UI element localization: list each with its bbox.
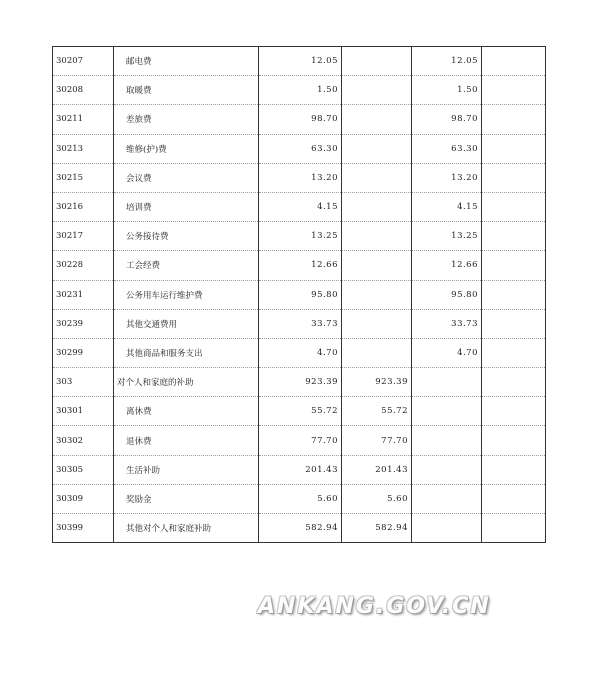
name-cell: 差旅费	[114, 105, 259, 134]
project-cell	[412, 484, 482, 513]
other-cell	[482, 397, 546, 426]
basic-cell	[342, 134, 412, 163]
table-row	[53, 368, 546, 397]
watermark: ANKANG.GOV.CN	[258, 594, 491, 619]
other-cell	[482, 163, 546, 192]
total-cell: 12.05	[259, 47, 342, 76]
other-cell	[482, 134, 546, 163]
project-cell: 12.05	[412, 47, 482, 76]
code-cell: 303	[53, 368, 114, 397]
code-cell: 30299	[53, 338, 114, 367]
project-cell	[412, 426, 482, 455]
project-cell: 4.70	[412, 338, 482, 367]
total-cell: 1.50	[259, 76, 342, 105]
code-cell: 30305	[53, 455, 114, 484]
project-cell: 4.15	[412, 192, 482, 221]
other-cell	[482, 251, 546, 280]
code-cell: 30301	[53, 397, 114, 426]
table-row	[53, 484, 546, 513]
other-cell	[482, 368, 546, 397]
total-cell: 95.80	[259, 280, 342, 309]
other-cell	[482, 514, 546, 543]
basic-cell: 923.39	[342, 368, 412, 397]
basic-cell	[342, 105, 412, 134]
code-cell: 30399	[53, 514, 114, 543]
project-cell: 95.80	[412, 280, 482, 309]
code-cell: 30228	[53, 251, 114, 280]
budget-table	[52, 46, 546, 543]
code-cell: 30216	[53, 192, 114, 221]
basic-cell: 77.70	[342, 426, 412, 455]
project-cell	[412, 368, 482, 397]
table-row	[53, 251, 546, 280]
name-cell: 工会经费	[114, 251, 259, 280]
code-cell: 30215	[53, 163, 114, 192]
basic-cell	[342, 251, 412, 280]
code-cell: 30213	[53, 134, 114, 163]
name-cell: 公务用车运行维护费	[114, 280, 259, 309]
total-cell: 98.70	[259, 105, 342, 134]
other-cell	[482, 455, 546, 484]
name-cell: 对个人和家庭的补助	[114, 368, 259, 397]
table-row	[53, 309, 546, 338]
name-cell: 其他商品和服务支出	[114, 338, 259, 367]
basic-cell	[342, 192, 412, 221]
other-cell	[482, 309, 546, 338]
code-cell: 30217	[53, 222, 114, 251]
other-cell	[482, 338, 546, 367]
code-cell: 30309	[53, 484, 114, 513]
project-cell	[412, 514, 482, 543]
total-cell: 63.30	[259, 134, 342, 163]
other-cell	[482, 222, 546, 251]
basic-cell: 5.60	[342, 484, 412, 513]
basic-cell	[342, 309, 412, 338]
total-cell: 923.39	[259, 368, 342, 397]
basic-cell: 201.43	[342, 455, 412, 484]
table-row	[53, 105, 546, 134]
total-cell: 55.72	[259, 397, 342, 426]
name-cell: 奖励金	[114, 484, 259, 513]
table-row	[53, 222, 546, 251]
name-cell: 培训费	[114, 192, 259, 221]
basic-cell	[342, 47, 412, 76]
basic-cell: 55.72	[342, 397, 412, 426]
code-cell: 30211	[53, 105, 114, 134]
total-cell: 201.43	[259, 455, 342, 484]
total-cell: 13.25	[259, 222, 342, 251]
other-cell	[482, 192, 546, 221]
code-cell: 30207	[53, 47, 114, 76]
project-cell	[412, 455, 482, 484]
basic-cell	[342, 222, 412, 251]
name-cell: 邮电费	[114, 47, 259, 76]
other-cell	[482, 47, 546, 76]
total-cell: 77.70	[259, 426, 342, 455]
name-cell: 离休费	[114, 397, 259, 426]
code-cell: 30208	[53, 76, 114, 105]
project-cell: 13.20	[412, 163, 482, 192]
name-cell: 生活补助	[114, 455, 259, 484]
table-row	[53, 192, 546, 221]
project-cell: 33.73	[412, 309, 482, 338]
name-cell: 其他交通费用	[114, 309, 259, 338]
code-cell: 30302	[53, 426, 114, 455]
other-cell	[482, 280, 546, 309]
total-cell: 13.20	[259, 163, 342, 192]
table-row	[53, 47, 546, 76]
table-row	[53, 163, 546, 192]
basic-cell	[342, 163, 412, 192]
basic-cell	[342, 76, 412, 105]
other-cell	[482, 484, 546, 513]
project-cell: 13.25	[412, 222, 482, 251]
table-row	[53, 76, 546, 105]
table-row	[53, 397, 546, 426]
name-cell: 退休费	[114, 426, 259, 455]
basic-cell	[342, 280, 412, 309]
table-row	[53, 134, 546, 163]
total-cell: 33.73	[259, 309, 342, 338]
table-row	[53, 338, 546, 367]
name-cell: 其他对个人和家庭补助	[114, 514, 259, 543]
name-cell: 取暖费	[114, 76, 259, 105]
other-cell	[482, 105, 546, 134]
project-cell: 12.66	[412, 251, 482, 280]
project-cell: 98.70	[412, 105, 482, 134]
name-cell: 公务接待费	[114, 222, 259, 251]
code-cell: 30231	[53, 280, 114, 309]
table-row	[53, 280, 546, 309]
project-cell: 63.30	[412, 134, 482, 163]
project-cell: 1.50	[412, 76, 482, 105]
total-cell: 5.60	[259, 484, 342, 513]
table-row	[53, 455, 546, 484]
name-cell: 维修(护)费	[114, 134, 259, 163]
other-cell	[482, 426, 546, 455]
name-cell: 会议费	[114, 163, 259, 192]
basic-cell: 582.94	[342, 514, 412, 543]
table-body	[53, 47, 546, 543]
code-cell: 30239	[53, 309, 114, 338]
table-row	[53, 514, 546, 543]
project-cell	[412, 397, 482, 426]
total-cell: 4.15	[259, 192, 342, 221]
basic-cell	[342, 338, 412, 367]
table-row	[53, 426, 546, 455]
total-cell: 582.94	[259, 514, 342, 543]
total-cell: 12.66	[259, 251, 342, 280]
total-cell: 4.70	[259, 338, 342, 367]
other-cell	[482, 76, 546, 105]
